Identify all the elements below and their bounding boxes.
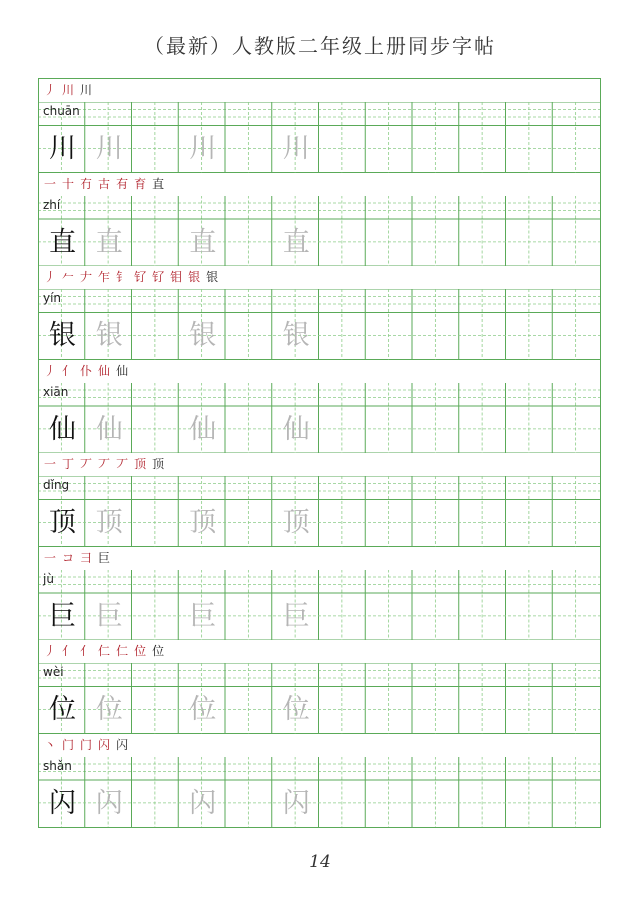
character-block xyxy=(39,453,600,547)
trace-character: 直 xyxy=(189,226,217,258)
pinyin-label: shǎn xyxy=(43,758,72,773)
stroke-step: 川 xyxy=(80,83,93,97)
stroke-step: 仆 xyxy=(80,363,93,378)
stroke-step: 位 xyxy=(152,644,165,658)
trace-character: 巨 xyxy=(282,600,310,632)
trace-character: 仙 xyxy=(189,413,217,445)
model-character-cell xyxy=(39,499,86,546)
stroke-step: 彐 xyxy=(80,550,93,565)
trace-character: 闪 xyxy=(95,787,123,819)
trace-character: 直 xyxy=(282,226,310,258)
pinyin-label: yín xyxy=(43,291,62,305)
stroke-step: 顶 xyxy=(134,457,147,471)
stroke-step: 𠂇 xyxy=(80,270,93,284)
stroke-step: コ xyxy=(62,550,75,565)
stroke-step: 门 xyxy=(62,737,75,752)
stroke-step: 川 xyxy=(62,83,75,97)
model-character: 顶 xyxy=(49,507,76,538)
stroke-sequence xyxy=(44,736,134,754)
stroke-step: 巨 xyxy=(98,550,111,565)
stroke-step: 丿 xyxy=(44,363,57,378)
trace-character: 位 xyxy=(282,694,310,725)
trace-character: 川 xyxy=(95,133,123,164)
pinyin-label: xiān xyxy=(43,384,69,399)
stroke-order-row xyxy=(39,360,600,383)
stroke-step: 亻 xyxy=(80,644,93,658)
trace-character: 川 xyxy=(282,133,310,164)
model-character-cell xyxy=(39,686,86,733)
trace-character-cell xyxy=(86,406,133,453)
trace-character-cell xyxy=(179,499,226,546)
stroke-step: 直 xyxy=(152,176,165,191)
character-block xyxy=(39,266,600,360)
trace-character: 银 xyxy=(189,320,217,351)
character-block xyxy=(39,173,600,267)
trace-character-cell xyxy=(179,312,226,359)
stroke-step: 闪 xyxy=(98,737,111,752)
trace-character-cell xyxy=(179,125,226,172)
trace-character-cell xyxy=(273,780,320,827)
model-character-cell xyxy=(39,125,86,172)
stroke-step: 丆 xyxy=(98,457,111,471)
trace-character-cell xyxy=(86,312,133,359)
stroke-step: 丿 xyxy=(44,83,57,97)
practice-sheet xyxy=(38,78,601,828)
trace-character: 巨 xyxy=(189,600,217,632)
character-block xyxy=(39,360,600,454)
page-title: （最新）人教版二年级上册同步字帖 xyxy=(144,34,496,58)
stroke-step: 一 xyxy=(44,176,57,191)
trace-character: 顶 xyxy=(189,507,217,538)
stroke-step: 丿 xyxy=(44,644,57,658)
trace-character-cell xyxy=(179,406,226,453)
stroke-step: 丿 xyxy=(44,270,57,284)
stroke-step: 钅 xyxy=(116,270,129,284)
trace-character: 顶 xyxy=(282,507,310,538)
stroke-step: 钌 xyxy=(134,270,147,284)
trace-character-cell xyxy=(86,780,133,827)
stroke-step: 闪 xyxy=(116,737,129,752)
character-block xyxy=(39,79,600,173)
trace-character-cell xyxy=(86,499,133,546)
stroke-step: 丁 xyxy=(62,457,75,471)
trace-character-cell xyxy=(273,406,320,453)
pinyin-label: jù xyxy=(43,571,54,586)
stroke-step: 仙 xyxy=(116,363,129,378)
stroke-step: 有 xyxy=(116,176,129,191)
stroke-order-row xyxy=(39,79,600,102)
stroke-step: 仁 xyxy=(98,644,111,658)
stroke-step: 仙 xyxy=(98,363,111,378)
model-character-cell xyxy=(39,406,86,453)
stroke-order-row xyxy=(39,547,600,570)
trace-character-cell xyxy=(273,593,320,640)
trace-character-cell xyxy=(179,780,226,827)
model-character-cell xyxy=(39,780,86,827)
pinyin-label: chuān xyxy=(43,104,80,118)
stroke-sequence xyxy=(44,362,134,380)
trace-character-cell xyxy=(179,686,226,733)
stroke-step: 钼 xyxy=(170,270,183,284)
pinyin-label: dǐng xyxy=(43,478,70,492)
stroke-step: 古 xyxy=(98,176,111,191)
model-character-cell xyxy=(39,219,86,266)
stroke-step: 育 xyxy=(134,176,147,191)
stroke-order-row xyxy=(39,734,600,757)
trace-character: 巨 xyxy=(95,600,123,632)
trace-character: 位 xyxy=(95,694,123,725)
character-block xyxy=(39,640,600,734)
trace-character-cell xyxy=(86,125,133,172)
stroke-sequence xyxy=(44,455,170,473)
stroke-step: 位 xyxy=(134,644,147,658)
trace-character-cell xyxy=(273,312,320,359)
trace-character: 位 xyxy=(189,694,217,725)
stroke-step: 丆 xyxy=(116,457,129,471)
pinyin-label: zhí xyxy=(43,197,61,212)
stroke-order-row xyxy=(39,640,600,663)
trace-character-cell xyxy=(273,499,320,546)
trace-character-cell xyxy=(273,125,320,172)
trace-character-cell xyxy=(179,219,226,266)
trace-character: 银 xyxy=(95,320,123,351)
model-character: 仙 xyxy=(49,413,76,445)
stroke-step: 门 xyxy=(80,737,93,752)
stroke-step: 丶 xyxy=(44,737,57,752)
stroke-step: 银 xyxy=(188,270,201,284)
pinyin-label: wèi xyxy=(43,665,64,679)
trace-character: 闪 xyxy=(189,787,217,819)
stroke-sequence xyxy=(44,175,170,193)
trace-character: 顶 xyxy=(95,507,123,538)
trace-character: 川 xyxy=(189,133,217,164)
trace-character-cell xyxy=(273,686,320,733)
stroke-step: 亻 xyxy=(62,363,75,378)
trace-character-cell xyxy=(179,593,226,640)
stroke-step: 十 xyxy=(62,176,75,191)
stroke-sequence xyxy=(44,642,170,660)
stroke-step: 一 xyxy=(44,550,57,565)
stroke-order-row xyxy=(39,453,600,476)
model-character-cell xyxy=(39,593,86,640)
trace-character-cell xyxy=(273,219,320,266)
stroke-step: 钌 xyxy=(152,270,165,284)
stroke-step: 冇 xyxy=(80,176,93,191)
model-character: 银 xyxy=(49,320,76,351)
stroke-order-row xyxy=(39,173,600,196)
character-block xyxy=(39,547,600,641)
trace-character: 银 xyxy=(282,320,310,351)
model-character: 巨 xyxy=(49,600,76,632)
character-block xyxy=(39,734,600,828)
stroke-step: 𠂉 xyxy=(62,270,75,284)
model-character: 闪 xyxy=(49,787,76,819)
trace-character: 闪 xyxy=(282,787,310,819)
stroke-step: 仁 xyxy=(116,644,129,658)
model-character-cell xyxy=(39,312,86,359)
stroke-sequence xyxy=(44,268,224,286)
trace-character: 直 xyxy=(95,226,123,258)
model-character: 直 xyxy=(49,226,76,258)
stroke-order-row xyxy=(39,266,600,289)
model-character: 位 xyxy=(49,694,76,725)
trace-character-cell xyxy=(86,593,133,640)
stroke-sequence xyxy=(44,549,116,567)
stroke-step: 一 xyxy=(44,457,57,471)
stroke-step: 银 xyxy=(206,270,219,284)
stroke-step: 亻 xyxy=(62,644,75,658)
trace-character-cell xyxy=(86,219,133,266)
trace-character: 仙 xyxy=(282,413,310,445)
stroke-step: 乍 xyxy=(98,270,111,284)
stroke-step: 丆 xyxy=(80,457,93,471)
trace-character: 仙 xyxy=(95,413,123,445)
stroke-sequence xyxy=(44,81,98,99)
stroke-step: 顶 xyxy=(152,457,165,471)
page-number: 14 xyxy=(309,852,331,872)
model-character: 川 xyxy=(49,133,76,164)
trace-character-cell xyxy=(86,686,133,733)
